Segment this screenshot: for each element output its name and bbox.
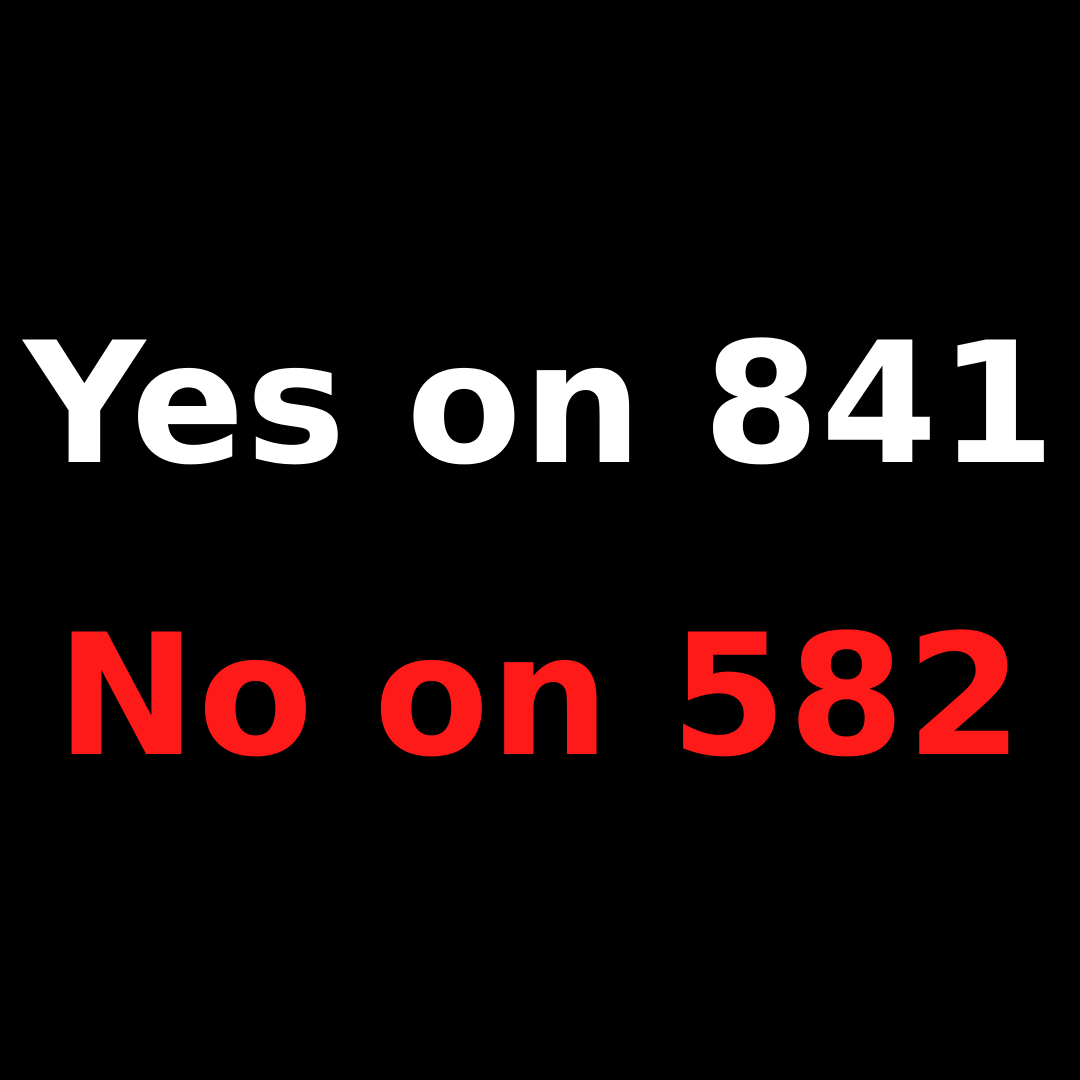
no-on-582-text: No on 582 [56, 598, 1024, 794]
yes-on-841-text: Yes on 841 [23, 306, 1057, 502]
